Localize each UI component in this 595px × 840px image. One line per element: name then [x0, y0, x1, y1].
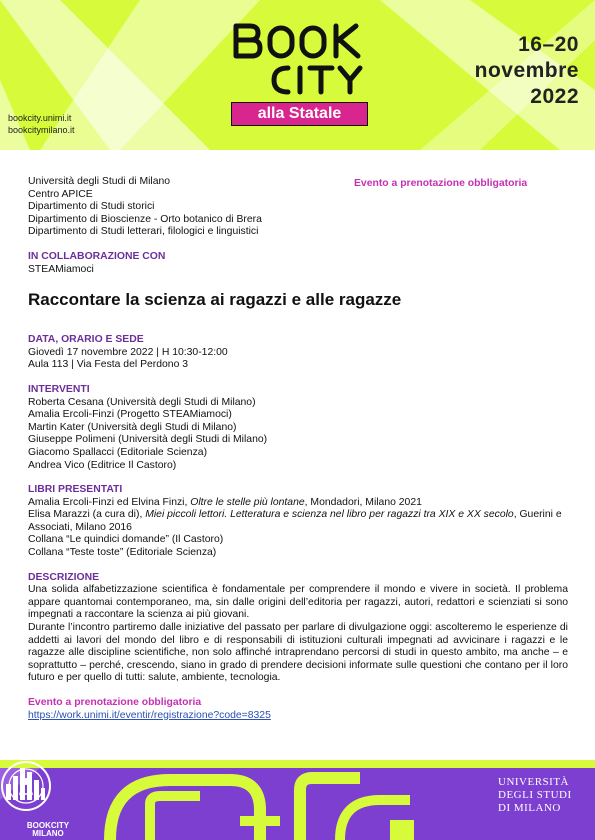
dates-month: novembre — [474, 59, 579, 82]
description-body — [28, 584, 568, 685]
dates-range: 16–20 — [518, 33, 579, 56]
book-item — [28, 509, 568, 534]
speaker-item: Roberta Cesana (Università degli Studi di Milano) — [28, 396, 256, 408]
speakers-heading: INTERVENTI — [28, 383, 90, 395]
when-date: Giovedì 17 novembre 2022 | H 10:30-12:00 — [28, 346, 228, 358]
registration-label: Evento a prenotazione obbligatoria — [28, 697, 202, 708]
organizers-list — [28, 176, 568, 239]
university-name-line: DEGLI STUDI — [498, 789, 572, 801]
festival-dates — [475, 32, 579, 110]
url-bookcitymilano[interactable]: bookcitymilano.it — [8, 125, 75, 135]
description-paragraph: Una solida alfabetizzazione scientifica è fondamentale per comprendere il mondo e vivere in società. Il problema appare quantomai contemporaneo, ma, sin dalle origini dell’editoria per ragazzi, autori, redattori e scienziati si sono impegnati a raccontare la scienza ai più giovani. — [28, 584, 568, 621]
collaboration-value: STEAMiamoci — [28, 263, 94, 275]
book-item — [28, 497, 568, 510]
university-name-line: DI MILANO — [498, 802, 561, 814]
organizer-item: Dipartimento di Bioscienze - Orto botanico di Brera — [28, 213, 262, 225]
book-publisher: , Mondadori, Milano 2021 — [304, 496, 422, 508]
bookcity-logo — [228, 20, 378, 102]
book-author: Amalia Ercoli-Finzi ed Elvina Finzi, — [28, 496, 191, 508]
footer-banner — [0, 760, 595, 840]
when-heading: DATA, ORARIO E SEDE — [28, 334, 144, 346]
organizer-item: Università degli Studi di Milano — [28, 176, 171, 187]
books-heading: LIBRI PRESENTATI — [28, 484, 123, 496]
header-banner — [0, 0, 595, 150]
book-author: Elisa Marazzi (a cura di), — [28, 509, 146, 521]
header-urls — [8, 112, 75, 136]
description-paragraph: Durante l’incontro partiremo dalle iniziative del passato per parlare di divulgazione oggi: ascolteremo le esperienze di addetti ai lavori del mondo del libro e di responsabili di istituzioni culturali impegnati ad avvicinare i ragazzi e le ragazze alle discipline scientifiche, non solo affinché intraprendano percorsi di studi in questo ambito, ma anche – e soprattutto – perché, crescendo, siano in grado di prendere decisioni informate sulle questioni che contano per il loro futuro e per quello di tutti: salute, ambiente, tecnologia. — [28, 622, 568, 684]
book-title: Oltre le stelle più lontane — [190, 496, 305, 508]
university-seal-icon — [0, 760, 52, 812]
university-name-line: UNIVERSITÀ — [498, 776, 569, 788]
dates-year: 2022 — [530, 85, 579, 108]
registration-link[interactable]: https://work.unimi.it/eventir/registrazione?code=8325 — [28, 709, 271, 721]
when-place: Aula 113 | Via Festa del Perdono 3 — [28, 359, 189, 371]
university-name — [498, 776, 572, 815]
description-heading: DESCRIZIONE — [28, 571, 100, 583]
speaker-item: Martin Kater (Università degli Studi di Milano) — [28, 421, 237, 433]
bookcity-milano-label — [20, 822, 76, 838]
collaboration-heading: IN COLLABORAZIONE CON — [28, 250, 166, 262]
organizer-item: Centro APICE — [28, 188, 93, 200]
url-bookcity-unimi[interactable]: bookcity.unimi.it — [8, 113, 72, 123]
organizer-item: Dipartimento di Studi letterari, filologici e linguistici — [28, 226, 259, 238]
speaker-item: Giuseppe Polimeni (Università degli Studi di Milano) — [28, 434, 268, 446]
speaker-item: Amalia Ercoli-Finzi (Progetto STEAMiamoci) — [28, 409, 232, 421]
bookcity-label-line: BOOKCITY — [26, 821, 70, 830]
book-title: Miei piccoli lettori. Letteratura e scienza nel libro per ragazzi tra XIX e XX secolo — [145, 509, 514, 521]
bookcity-label-line: MILANO — [32, 829, 64, 838]
event-content — [28, 176, 568, 722]
organizer-item: Dipartimento di Studi storici — [28, 201, 155, 213]
book-publisher: , Guerini e Associati, Milano 2016 — [28, 509, 562, 533]
book-item: Collana “Teste toste” (Editoriale Scienza) — [28, 547, 217, 559]
booking-note: Evento a prenotazione obbligatoria — [354, 178, 528, 189]
speaker-item: Andrea Vico (Editrice Il Castoro) — [28, 459, 177, 471]
speaker-item: Giacomo Spallacci (Editoriale Scienza) — [28, 446, 208, 458]
alla-statale-badge: alla Statale — [231, 102, 368, 126]
event-title: Raccontare la scienza ai ragazzi e alle ragazze — [28, 290, 402, 310]
book-item: Collana “Le quindici domande” (Il Castoro) — [28, 534, 224, 546]
